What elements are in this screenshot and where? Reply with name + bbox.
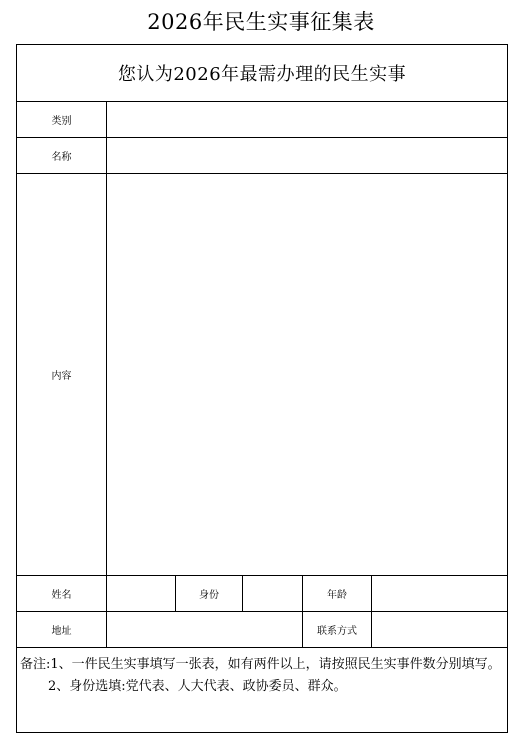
identity-label: 身份 — [199, 590, 219, 601]
note-line-2: 2、身份选填:党代表、人大代表、政协委员、群众。 — [48, 679, 347, 694]
address-field[interactable] — [107, 612, 302, 647]
person-name-field[interactable] — [107, 576, 175, 611]
age-label: 年龄 — [327, 590, 347, 601]
name-field[interactable] — [107, 138, 507, 173]
name-label: 名称 — [51, 152, 72, 163]
note-line-1: 备注:1、一件民生实事填写一张表，如有两件以上，请按照民生实事件数分别填写。 — [20, 657, 501, 672]
address-label: 地址 — [51, 626, 72, 637]
contact-field[interactable] — [372, 612, 507, 647]
content-field[interactable] — [107, 174, 507, 575]
person-name-label: 姓名 — [51, 590, 72, 601]
row-divider — [16, 647, 508, 648]
form-title: 2026年民生实事征集表 — [147, 10, 375, 34]
content-label: 内容 — [51, 371, 72, 382]
category-label: 类别 — [51, 116, 72, 127]
notes — [20, 656, 504, 695]
category-field[interactable] — [107, 102, 507, 137]
form-subtitle: 您认为2026年最需办理的民生实事 — [117, 64, 407, 85]
contact-label: 联系方式 — [317, 626, 357, 637]
age-field[interactable] — [372, 576, 507, 611]
identity-field[interactable] — [243, 576, 302, 611]
